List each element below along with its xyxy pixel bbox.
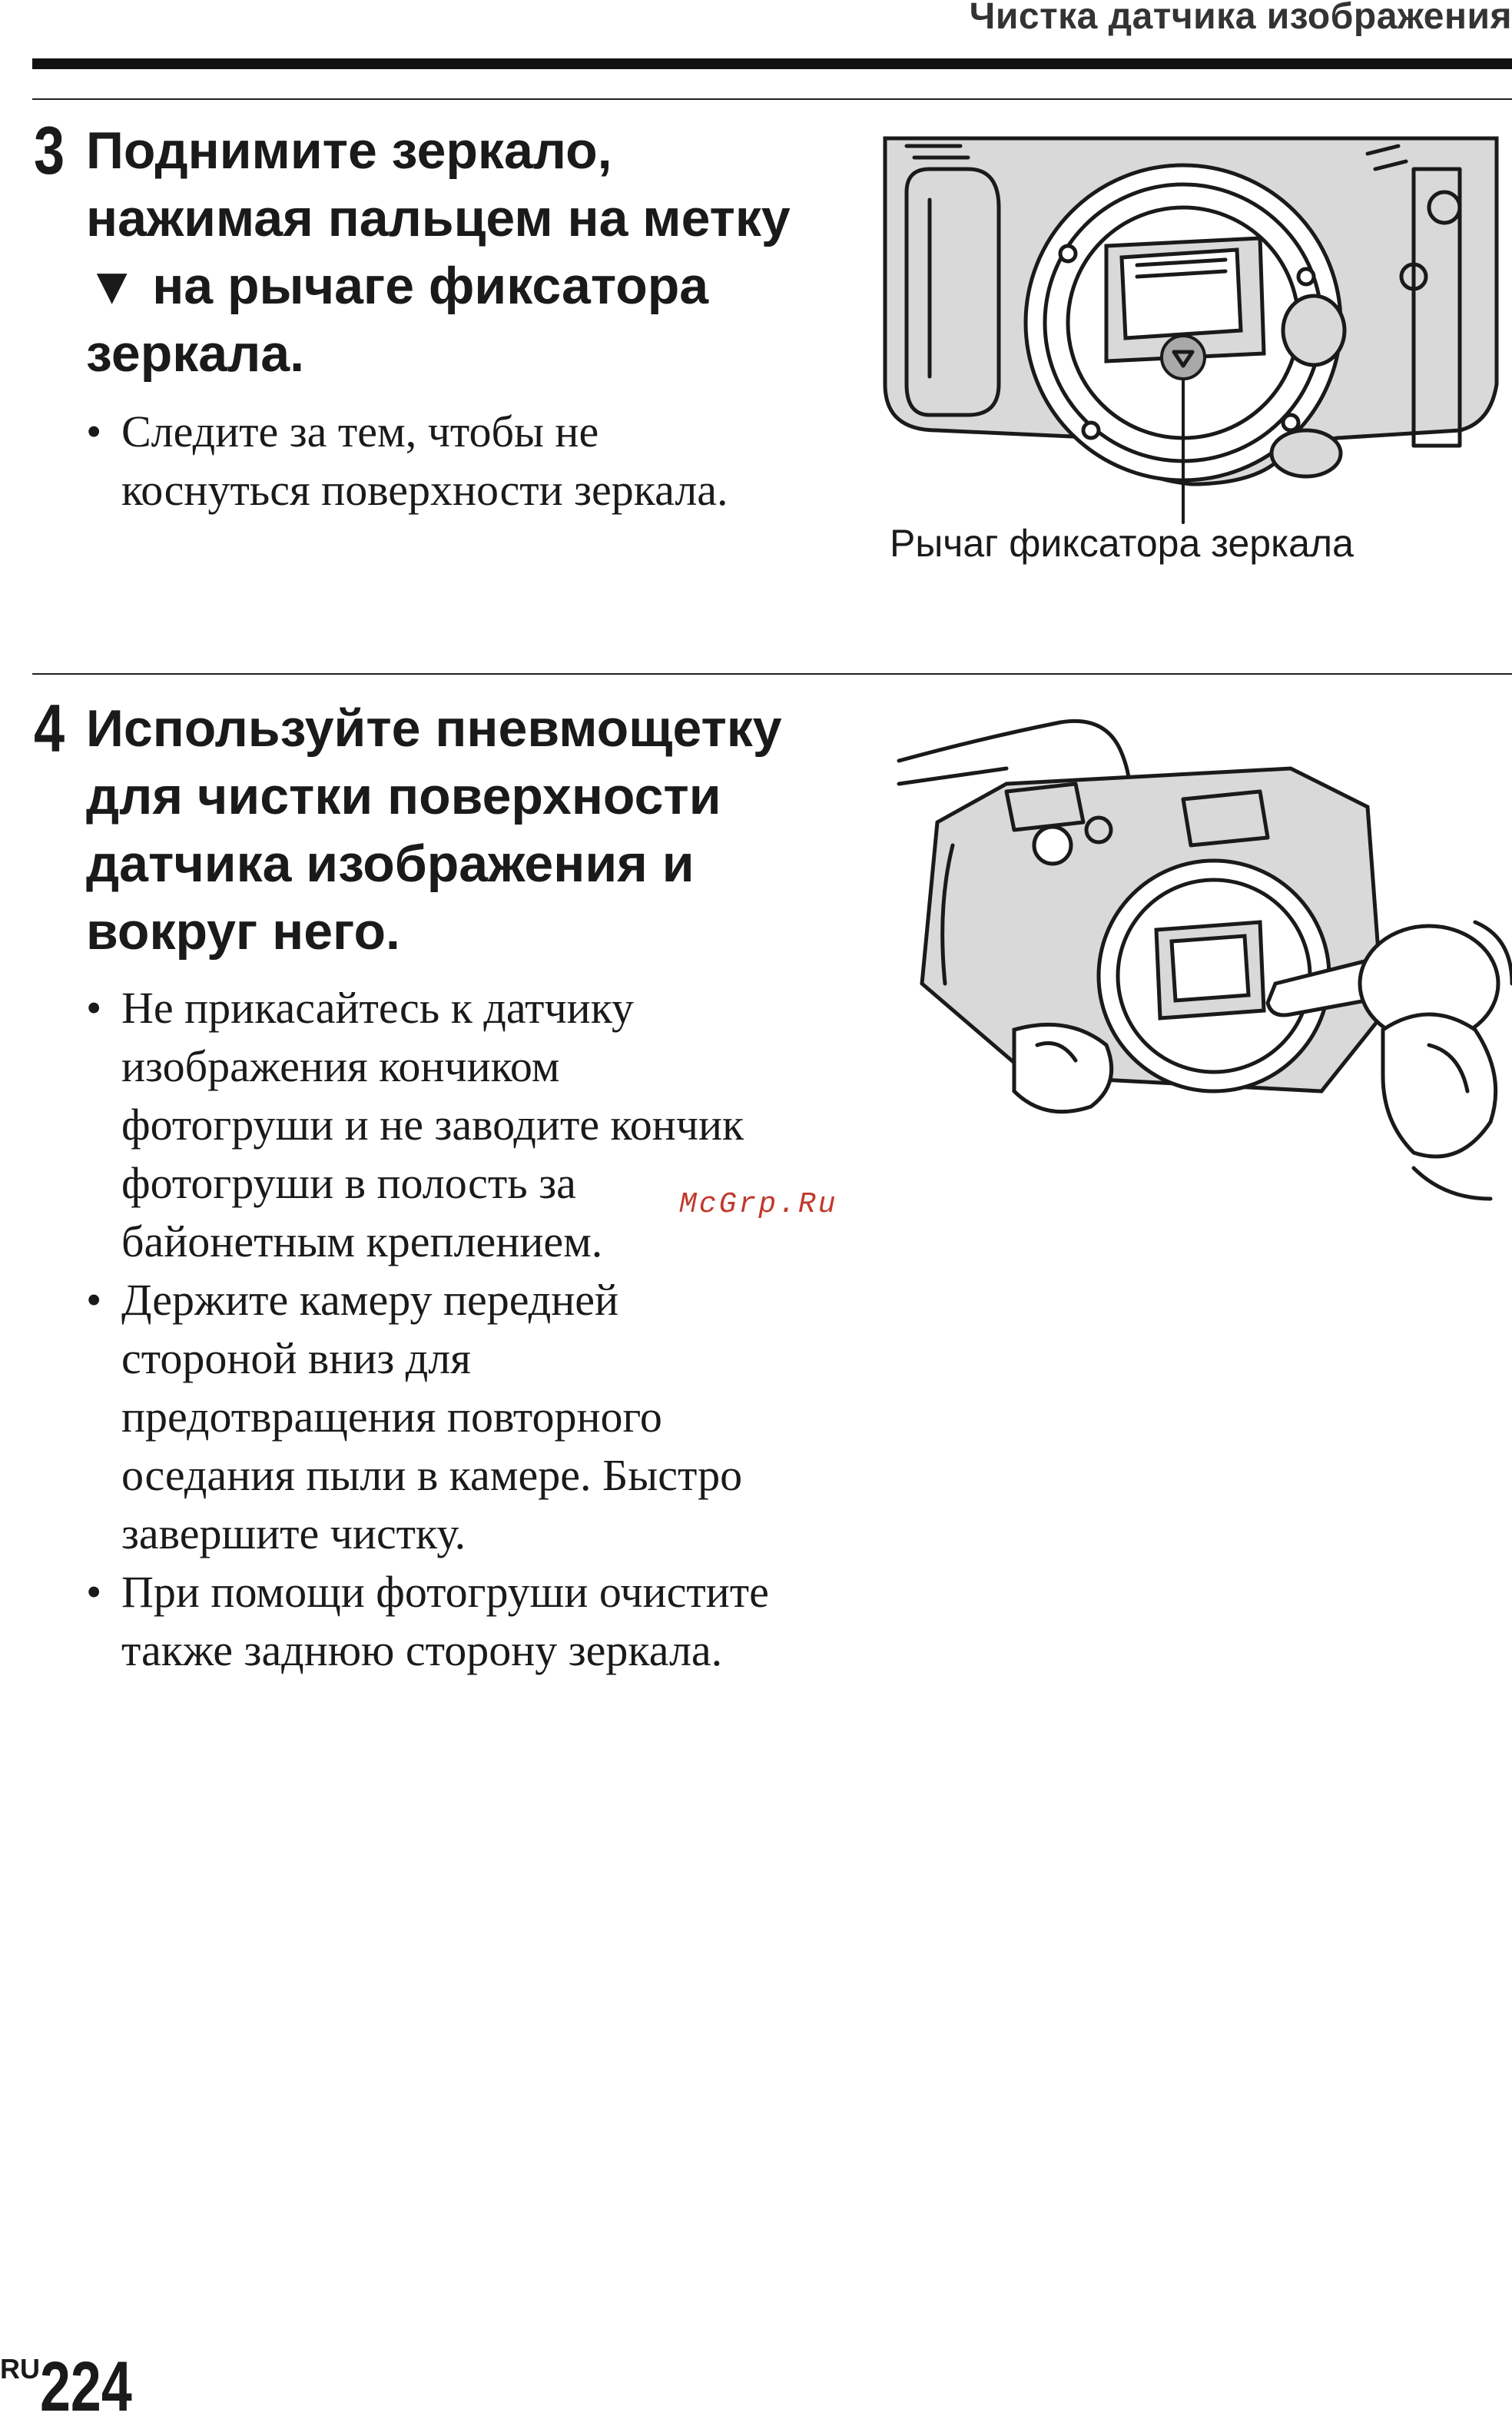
watermark: McGrp.Ru [679,1188,838,1221]
step4-divider [32,673,1512,675]
step3-heading-line: ▼ на рычаге фиксатора [86,257,709,315]
step3-number: 3 [34,112,65,188]
blower-cleaning-illustration [891,707,1512,1214]
step4-bullet: • Держите камеру передней стороной вниз для предотвращения повторного оседания пыли в камере. Быстро завершите чистку. [86,1271,854,1563]
step4-heading-line: для чистки поверхности [86,767,721,825]
step3-heading [86,117,854,387]
step3-heading-line: зеркала. [86,324,305,383]
step3-divider [32,98,1512,100]
step4-heading-line: датчика изображения и [86,835,695,893]
step3-heading-line: нажимая пальцем на метку [86,189,791,247]
page-language-code: RU [0,2353,40,2385]
running-header-title: Чистка датчика изображения [969,0,1512,37]
step4-number: 4 [34,690,65,766]
page-number: 224 [40,2348,132,2426]
camera-mirror-lever-illustration [876,123,1512,538]
step4-bullet: • При помощи фотогруши очистите также заднюю сторону зеркала. [86,1563,854,1680]
header-rule [32,58,1512,69]
step4-bullet-list [86,979,854,1680]
step4-heading [86,695,854,965]
step4-heading-line: Используйте пневмощетку [86,699,782,758]
step3-bullet-list [86,403,854,519]
step3-bullet: • Следите за тем, чтобы не коснуться поверхности зеркала. [86,403,854,519]
step4-bullet: • Не прикасайтесь к датчику изображения кончиком фотогруши и не заводите кончик фотогруши в полость за байонетным креплением. [86,979,854,1271]
step4-heading-line: вокруг него. [86,902,400,961]
figure-caption-mirror-lever: Рычаг фиксатора зеркала [890,522,1354,565]
step3-heading-line: Поднимите зеркало, [86,121,612,180]
